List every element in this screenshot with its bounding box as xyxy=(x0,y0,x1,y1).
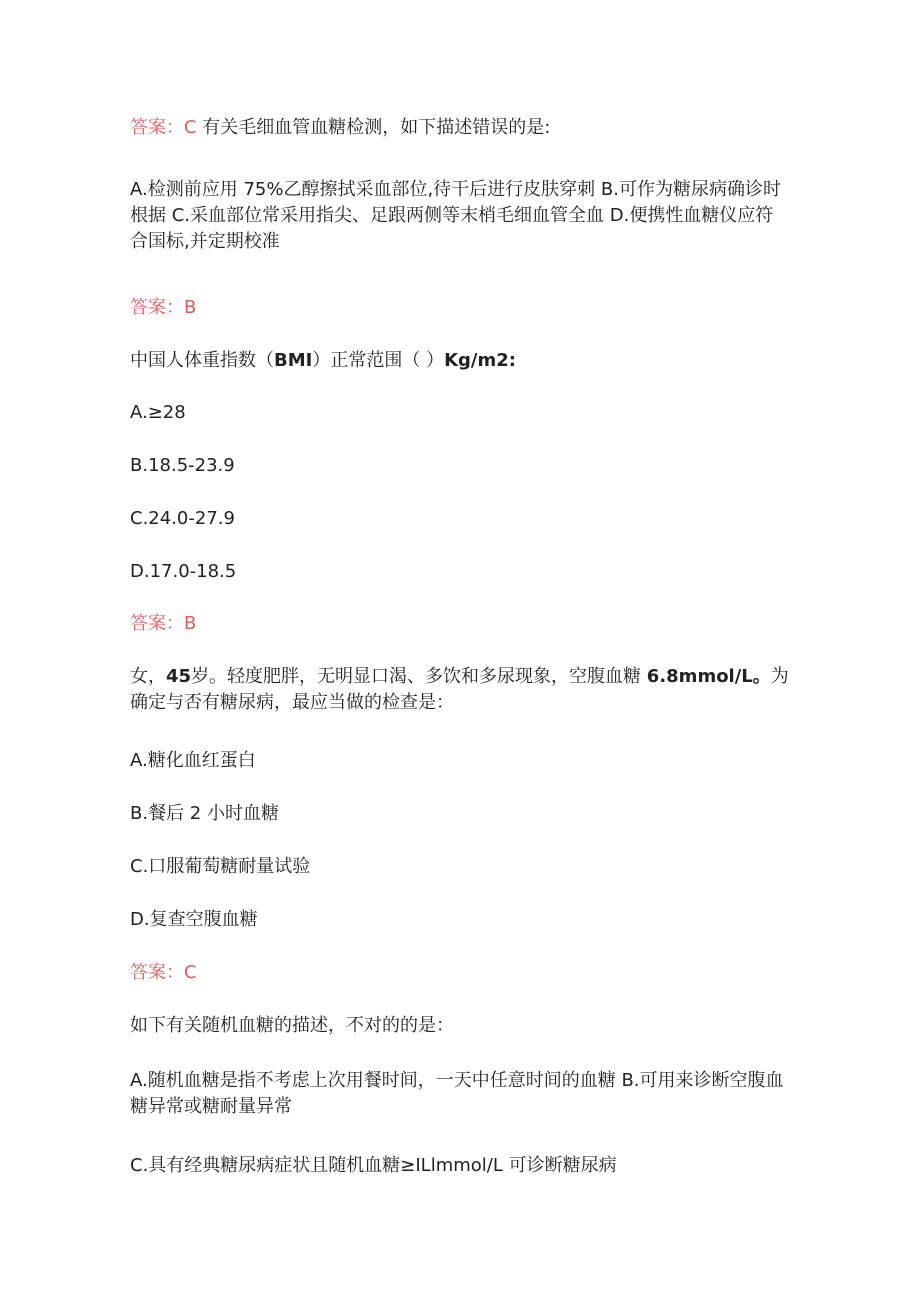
question-text-part: 岁。轻度肥胖，无明显口渴、多饮和多尿现象，空腹血糖 xyxy=(191,666,647,687)
options-text: A.检测前应用 75%乙醇擦拭采血部位,待干后进行皮肤穿刺 B.可作为糖尿病确诊时根据 C.采血部位常采用指尖、足跟两侧等末梢毛细血管全血 D.便携性血糖仪应符合国标,并定期校准 xyxy=(130,179,781,252)
question-text-bold: BMI xyxy=(274,350,313,371)
options-paragraph xyxy=(130,177,790,255)
options-paragraph: A.随机血糖是指不考虑上次用餐时间，一天中任意时间的血糖 B.可用来诊断空腹血糖异常或糖耐量异常 xyxy=(130,1070,784,1117)
option-c: C.口服葡萄糖耐量试验 xyxy=(130,856,311,877)
question-random-glucose: 如下有关随机血糖的描述，不对的的是： xyxy=(130,1015,454,1036)
question-text: 有关毛细血管血糖检测，如下描述错误的是: xyxy=(196,117,551,138)
question-text-bold: Kg/m2: xyxy=(444,350,516,371)
question-glucose xyxy=(130,664,790,716)
question-text-bold: 45 xyxy=(166,666,192,687)
question-text-part: 女， xyxy=(130,666,166,687)
option-d: D.复查空腹血糖 xyxy=(130,909,258,930)
option-c: C.24.0-27.9 xyxy=(130,508,235,529)
question-text-part: ）正常范围（ ） xyxy=(312,350,445,371)
question-text-part: 中国人体重指数（ xyxy=(130,350,274,371)
answer-and-question-1 xyxy=(130,115,790,141)
answer-label: 答案：C xyxy=(130,117,197,138)
option-c: C.具有经典糖尿病症状且随机血糖≥ILlmmol/L 可诊断糖尿病 xyxy=(130,1155,617,1176)
answer-label: 答案：B xyxy=(130,297,197,318)
option-a: A.糖化血红蛋白 xyxy=(130,750,256,771)
option-a: A.≥28 xyxy=(130,402,186,423)
option-b: B.18.5-23.9 xyxy=(130,455,235,476)
answer-label: 答案：C xyxy=(130,962,197,983)
answer-label: 答案：B xyxy=(130,613,197,634)
question-bmi xyxy=(130,348,790,374)
option-d: D.17.0-18.5 xyxy=(130,561,237,582)
question-text-part: 为确定与否有糖尿病，最应当做的检查是： xyxy=(130,666,789,713)
question-text-bold: 6.8mmol/L。 xyxy=(646,666,771,687)
option-b: B.餐后 2 小时血糖 xyxy=(130,803,279,824)
